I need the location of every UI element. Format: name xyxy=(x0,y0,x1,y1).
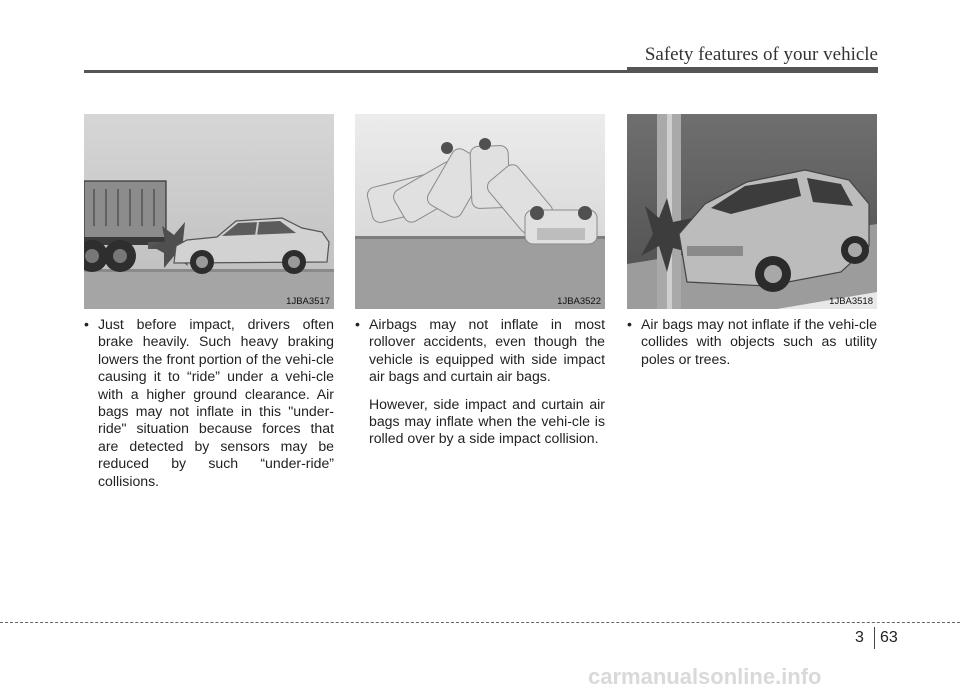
watermark: carmanualsonline.info xyxy=(588,664,822,689)
column-text xyxy=(84,316,334,490)
chapter-number: 3 xyxy=(855,629,864,646)
header-section-title: Safety features of your vehicle xyxy=(644,44,878,65)
column-text xyxy=(627,316,877,368)
column-underride xyxy=(84,114,334,490)
footer-rule xyxy=(0,622,960,623)
bullet-marker: • xyxy=(84,316,89,332)
bullet-paragraph xyxy=(355,316,605,386)
bullet-marker: • xyxy=(355,316,360,332)
figure-underride-illustration xyxy=(84,114,334,309)
column-rollover xyxy=(355,114,605,448)
column-text xyxy=(355,316,605,448)
bullet-marker: • xyxy=(627,316,632,332)
figure-code: 1JBA3517 xyxy=(286,296,330,307)
figure-code: 1JBA3518 xyxy=(829,296,873,307)
bullet-paragraph xyxy=(84,316,334,490)
paragraph-text: Air bags may not inflate if the vehi-cle collides with objects such as utility poles or trees. xyxy=(641,316,877,367)
paragraph-text: Just before impact, drivers often brake heavily. Such heavy braking lowers the front portion of the vehi-cle causing it to “ride” under a vehi-cle with a higher ground clearance. Air bags may not inflate in this "under-ride" situation because forces that are detected by sensors may be reduced by such “under-ride” collisions. xyxy=(98,316,334,489)
page-number: 63 xyxy=(880,629,898,646)
column-pole-collision xyxy=(627,114,877,368)
header-accent-bar xyxy=(627,67,878,70)
figure-pole-collision-illustration xyxy=(627,114,877,309)
bullet-paragraph xyxy=(627,316,877,368)
continuation-paragraph: However, side impact and curtain air bags may inflate when the vehi-cle is rolled over by a side impact collision. xyxy=(369,395,605,447)
paragraph-text: Airbags may not inflate in most rollover accidents, even though the vehicle is equipped with side impact air bags and curtain air bags. xyxy=(369,316,605,385)
figure-rollover-illustration xyxy=(355,114,605,309)
page-number-separator xyxy=(874,627,875,649)
figure-code: 1JBA3522 xyxy=(557,296,601,307)
header-rule xyxy=(84,70,878,73)
